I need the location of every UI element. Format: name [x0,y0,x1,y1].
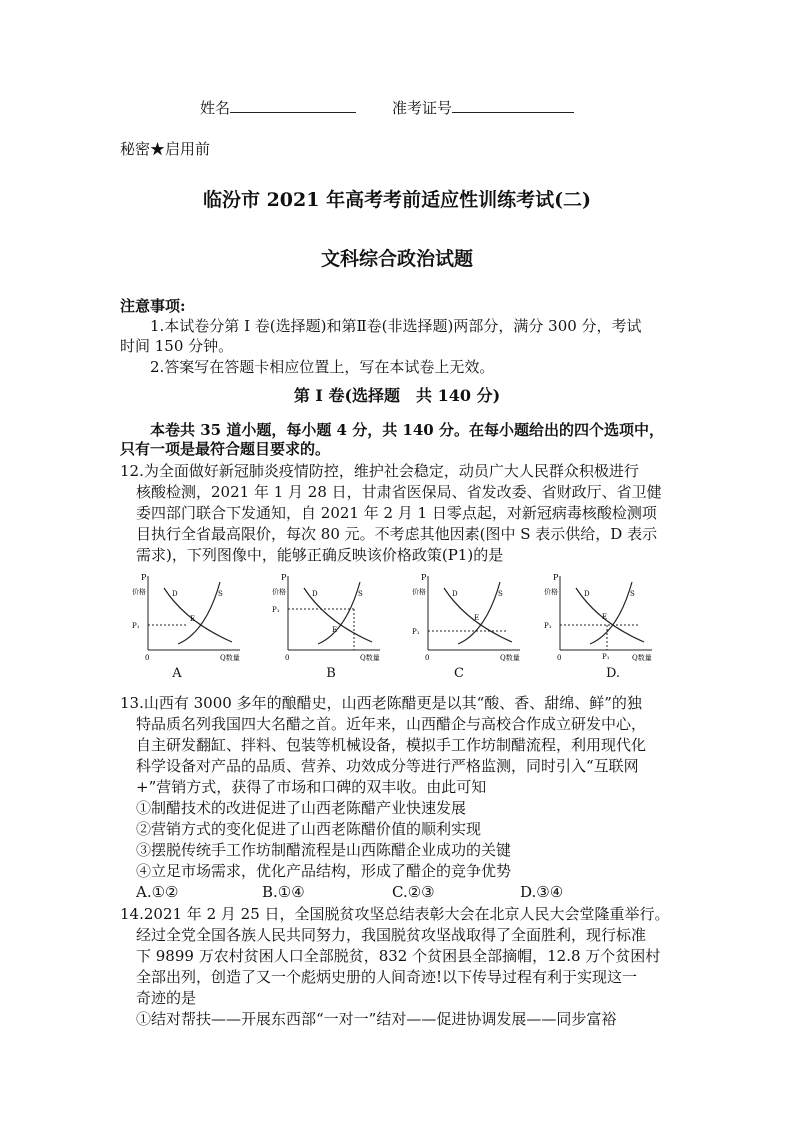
notice-item-2: 2.答案写在答题卡相应位置上，写在本试卷上无效。 [150,358,495,376]
q13-choice-b: B.①④ [262,883,305,901]
p1-label: P₁ [412,628,420,636]
q14-line: 全部出列，创造了又一个彪炳史册的人间奇迹!以下传导过程有利于实现这一 [136,968,638,986]
axis-x-label: Q数量 [632,654,652,662]
origin-label: 0 [425,654,430,662]
name-blank [230,96,356,113]
graph-d-svg [540,572,680,664]
q13-line: +”营销方式，获得了市场和口碑的双丰收。由此可知 [136,778,487,796]
supply-label: S [498,590,503,598]
q13-line: 特品质名列我国四大名醋之首。近年来，山西醋企与高校合作成立研发中心， [136,715,647,733]
supply-label: S [358,590,363,598]
axis-p-label: P [553,573,559,582]
graph-a [128,572,268,687]
exam-number-field [392,96,574,118]
q13-option: ④立足市场需求，优化产品结构，形成了醋企的竞争优势 [136,862,512,880]
notice-item-1-cont: 时间 150 分钟。 [120,337,234,355]
graph-b-svg [268,572,408,664]
exam-number-blank [452,96,574,113]
origin-label: 0 [557,654,562,662]
equilibrium-label: E [474,614,480,622]
axis-p-label: P [421,573,427,582]
supply-label: S [218,590,223,598]
demand-label: D [584,590,590,598]
axis-x-label: Q数量 [360,654,380,662]
graph-a-svg [128,572,268,664]
graph-label: D. [605,666,621,681]
q12-line: 委四部门联合下发通知，自 2021 年 2 月 1 日零点起，对新冠病毒核酸检测项 [136,504,657,522]
exam-number-label: 准考证号 [392,99,453,117]
graph-c-svg [408,572,548,664]
q14-line: 奇迹的是 [136,989,197,1007]
part1-intro: 本卷共 35 道小题，每小题 4 分，共 140 分。在每小题给出的四个选项中， [150,421,664,439]
q13-option: ①制醋技术的改进促进了山西老陈醋产业快速发展 [136,799,467,817]
axis-y-label: 价格 [412,588,426,596]
axis-x-label: Q数量 [220,654,240,662]
axis-p-label: P [281,573,287,582]
q13-choice-d: D.③④ [520,883,564,901]
subject-title: 文科综合政治试题 [320,248,473,270]
q14-option: ①结对帮扶——开展东西部“一对一”结对——促进协调发展——同步富裕 [136,1010,617,1028]
demand-label: D [312,590,318,598]
axis-y-label: 价格 [272,588,286,596]
supply-curve [178,582,220,644]
graph-b [268,572,408,687]
notice-heading: 注意事项: [120,297,186,315]
name-label: 姓名 [200,99,231,117]
equilibrium-label: E [332,626,338,634]
exam-title: 临汾市 2021 年高考考前适应性训练考试(二) [202,189,592,211]
demand-label: D [172,590,178,598]
part1-heading: 第 I 卷(选择题 共 140 分) [293,386,501,405]
q13-line: 自主研发翻缸、拌料、包装等机械设备，模拟手工作坊制醋流程，利用现代化 [136,736,647,754]
name-field [200,96,356,118]
p1-label: P₁ [272,606,280,614]
q13-option: ③摆脱传统手工作坊制醋流程是山西陈醋企业成功的关键 [136,841,512,859]
q14-line: 经过全党全国各族人民共同努力，我国脱贫攻坚战取得了全面胜利，现行标准 [136,926,647,944]
notice-item-1: 1.本试卷分第 I 卷(选择题)和第Ⅱ卷(非选择题)两部分，满分 300 分，考试 [150,317,642,335]
q14-line: 14.2021 年 2 月 25 日，全国脱贫攻坚总结表彰大会在北京人民大会堂隆重举行。 [120,905,670,923]
origin-label: 0 [285,654,290,662]
axis-y-label: 价格 [132,588,146,596]
q13-option: ②营销方式的变化促进了山西老陈醋价值的顺利实现 [136,820,482,838]
graph-label: C [454,666,464,681]
supply-label: S [630,590,635,598]
equilibrium-label: E [190,615,196,623]
q13-line: 13.山西有 3000 多年的酿醋史，山西老陈醋更是以其“酸、香、甜绵、鲜”的独 [120,694,642,712]
graph-label: A [172,666,182,681]
origin-label: 0 [145,654,150,662]
q13-choice-c: C.②③ [392,883,435,901]
graph-c [408,572,548,687]
supply-curve [590,582,632,644]
axis-p-label: P [141,573,147,582]
graph-d [540,572,680,687]
part1-intro-cont: 只有一项是最符合题目要求的。 [120,440,331,458]
p1-axis-label: P₁ [602,653,610,661]
equilibrium-label: E [602,613,608,621]
axis-y-label: 价格 [544,588,558,596]
q12-line: 需求)，下列图像中，能够正确反映该价格政策(P1)的是 [136,546,504,564]
q12-line: 核酸检测，2021 年 1 月 28 日，甘肃省医保局、省发改委、省财政厅、省卫健 [136,483,662,501]
supply-curve [458,582,500,644]
q12-line: 12.为全面做好新冠肺炎疫情防控，维护社会稳定，动员广大人民群众积极进行 [120,462,639,480]
q13-choice-a: A.①② [136,883,179,901]
p1-label: P₁ [132,622,140,630]
q13-line: 科学设备对产品的品质、营养、功效成分等进行严格监测，同时引入“互联网 [136,757,639,775]
secret-mark: 秘密★启用前 [120,140,211,158]
axis-x-label: Q数量 [500,654,520,662]
graph-label: B [326,666,336,681]
demand-label: D [452,590,458,598]
p1-label: P₁ [544,622,552,630]
q12-line: 目执行全省最高限价，每次 80 元。不考虑其他因素(图中 S 表示供给，D 表示 [136,525,658,543]
q14-line: 下 9899 万农村贫困人口全部脱贫，832 个贫困县全部摘帽，12.8 万个贫困村 [136,947,661,965]
